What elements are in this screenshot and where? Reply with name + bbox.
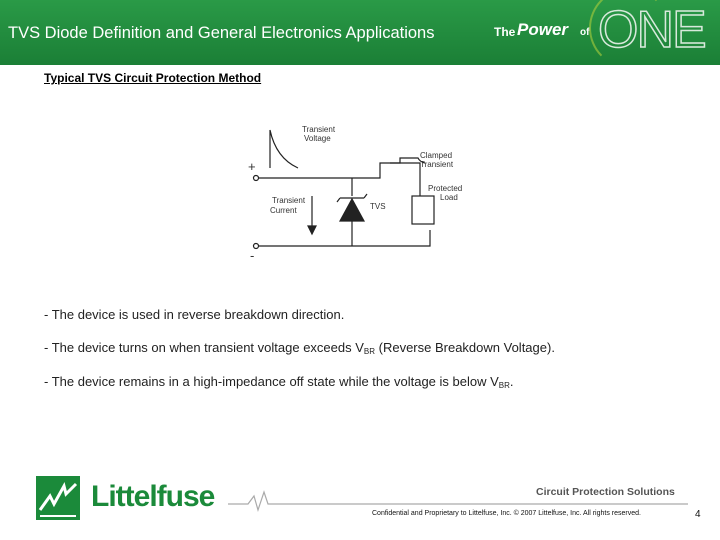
footer-tagline: Circuit Protection Solutions [536,486,675,498]
label-transient-voltage-2: Voltage [304,134,331,143]
page-number: 4 [695,509,701,520]
label-protected-2: Load [440,193,458,202]
slide-title: TVS Diode Definition and General Electronics Applications [8,24,435,42]
brand-power: Power [517,20,569,39]
bullet-off-state [44,374,514,390]
bullet-2-tail: (Reverse Breakdown Voltage). [375,340,555,355]
label-plus: + [248,159,256,174]
tvs-diode-symbol [340,199,364,221]
bottom-wire [258,230,430,246]
label-transient-current-2: Current [270,206,297,215]
bullet-turns-on [44,340,555,356]
bullet-2-text: - The device turns on when transient voltage exceeds V [44,340,364,355]
footer-confidential: Confidential and Proprietary to Littelfuse, Inc. © 2007 Littelfuse, Inc. All rights reserved. [372,510,641,517]
vbr-subscript: BR [363,347,376,356]
littelfuse-mark-icon [36,476,80,520]
brand-one: ONE [598,1,705,59]
transient-voltage-waveform [270,130,298,168]
brand-the: The [494,25,516,39]
label-clamped-2: Transient [420,160,454,169]
section-heading: Typical TVS Circuit Protection Method [44,71,262,85]
label-tvs: TVS [370,202,386,211]
label-transient-current-1: Transient [272,196,306,205]
label-minus: - [250,248,255,263]
littelfuse-wordmark: Littelfuse [91,480,215,513]
bullet-3-tail: . [509,374,514,389]
protected-load-box [412,196,434,224]
label-protected-1: Protected [428,184,463,193]
bullet-3-text: - The device remains in a high-impedance off state while the voltage is below V [44,374,499,389]
vbr-subscript: BR [498,381,510,390]
plus-terminal [254,176,259,181]
label-clamped-1: Clamped [420,151,453,160]
power-of-one-logo [494,0,720,65]
tvs-circuit-diagram [240,118,500,273]
brand-of: of [580,27,590,38]
current-arrowhead [308,226,316,234]
slide-header [0,0,720,65]
littelfuse-logo [36,476,216,522]
label-transient-voltage-1: Transient [302,125,336,134]
bullet-reverse-breakdown: - The device is used in reverse breakdown direction. [44,307,345,322]
